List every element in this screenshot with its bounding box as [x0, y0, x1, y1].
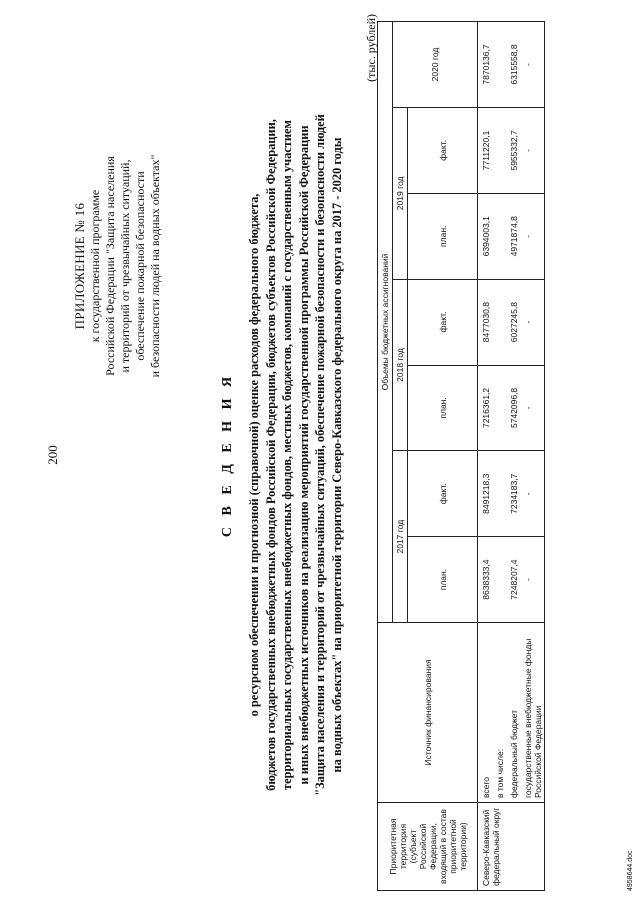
value-cell: 7711220,1	[478, 108, 493, 194]
value-cell: -	[520, 193, 545, 279]
value-cell: -	[520, 537, 545, 623]
document-heading	[220, 45, 346, 865]
value-cell	[492, 108, 506, 194]
header-year-2018: 2018 год	[393, 279, 408, 451]
heading-line: и иных внебюджетных источников на реализацию мероприятий государственной программы Российской Федерации	[296, 125, 311, 785]
value-cell: 5955332,7	[506, 108, 520, 194]
heading-line: на водных объектах" на приоритетной территории Северо-Кавказского федерального округа на 2017 - 2020 годы	[329, 137, 344, 773]
value-cell	[492, 279, 506, 365]
header-plan: план.	[408, 193, 478, 279]
header-plan: план.	[408, 365, 478, 451]
appendix-block	[72, 86, 163, 446]
header-year-2019: 2019 год	[393, 108, 408, 280]
heading-line: территориальных государственных внебюджетных фондов, местных бюджетов, компаний с государственным участием	[280, 120, 295, 790]
value-cell: 8477030,8	[478, 279, 493, 365]
header-year-2017: 2017 год	[393, 451, 408, 623]
footer-filename: 4958644.doc	[627, 850, 634, 891]
value-cell: 6315558,8	[506, 22, 520, 108]
heading-line: о ресурсном обеспечении и прогнозной (справочной) оценке расходов федерального бюджета,	[247, 193, 261, 717]
units-label: (тыс. рублей)	[364, 14, 378, 82]
table-row	[478, 22, 493, 891]
page-number: 200	[45, 445, 60, 465]
value-cell: -	[520, 108, 545, 194]
value-cell: 6394003,1	[478, 193, 493, 279]
header-plan: план.	[408, 537, 478, 623]
source-cell: федеральный бюджет	[506, 623, 520, 803]
value-cell: 4971874,8	[506, 193, 520, 279]
value-cell: -	[520, 279, 545, 365]
source-cell: государственные внебюджетные фонды Российской Федерации	[520, 623, 545, 803]
header-fact: факт.	[408, 108, 478, 194]
value-cell	[492, 193, 506, 279]
header-volumes: Объемы бюджетных ассигнований	[378, 22, 393, 623]
value-cell	[492, 365, 506, 451]
table-row	[492, 22, 506, 891]
value-cell: 8491218,3	[478, 451, 493, 537]
value-cell: 8638333,4	[478, 537, 493, 623]
header-year-2020: 2020 год	[393, 22, 478, 108]
value-cell	[492, 22, 506, 108]
table-row	[506, 22, 520, 891]
value-cell: 7870136,7	[478, 22, 493, 108]
appendix-line: и безопасности людей на водных объектах"	[148, 154, 162, 378]
appendix-line: и территорий от чрезвычайных ситуаций,	[118, 159, 132, 373]
header-source: Источник финансирования	[378, 623, 478, 803]
value-cell: -	[520, 365, 545, 451]
value-cell: 7216361,2	[478, 365, 493, 451]
value-cell: 7248207,4	[506, 537, 520, 623]
heading-line: бюджетов государственных внебюджетных фондов Российской Федерации, бюджетов субъектов Российской Федерации,	[263, 119, 278, 791]
header-fact: факт.	[408, 279, 478, 365]
heading-body	[246, 45, 346, 865]
value-cell: 5742096,8	[506, 365, 520, 451]
header-territory: Приоритетная территория (субъект Российской Федерации, входящий в состав приоритетной территории)	[378, 803, 478, 891]
budget-table	[377, 21, 545, 891]
appendix-line: Российской Федерации "Защита населения	[103, 156, 117, 376]
header-fact: факт.	[408, 451, 478, 537]
value-cell: 7234183,7	[506, 451, 520, 537]
value-cell: 6027245,8	[506, 279, 520, 365]
appendix-line: к государственной программе	[88, 189, 102, 343]
value-cell: -	[520, 451, 545, 537]
value-cell	[492, 537, 506, 623]
value-cell	[492, 451, 506, 537]
value-cell: -	[520, 22, 545, 108]
source-cell: в том числе:	[492, 623, 506, 803]
heading-line: "Защита населения и территорий от чрезвычайных ситуаций, обеспечение пожарной безопасности и безопасности людей	[313, 114, 328, 796]
heading-title: С В Е Д Е Н И Я	[220, 372, 235, 538]
territory-cell: Северо-Кавказский федеральный округ	[478, 803, 545, 891]
table-row	[520, 22, 545, 891]
appendix-line: обеспечение пожарной безопасности	[133, 171, 147, 361]
appendix-title: ПРИЛОЖЕНИЕ № 16	[72, 202, 87, 330]
source-cell: всего	[478, 623, 493, 803]
